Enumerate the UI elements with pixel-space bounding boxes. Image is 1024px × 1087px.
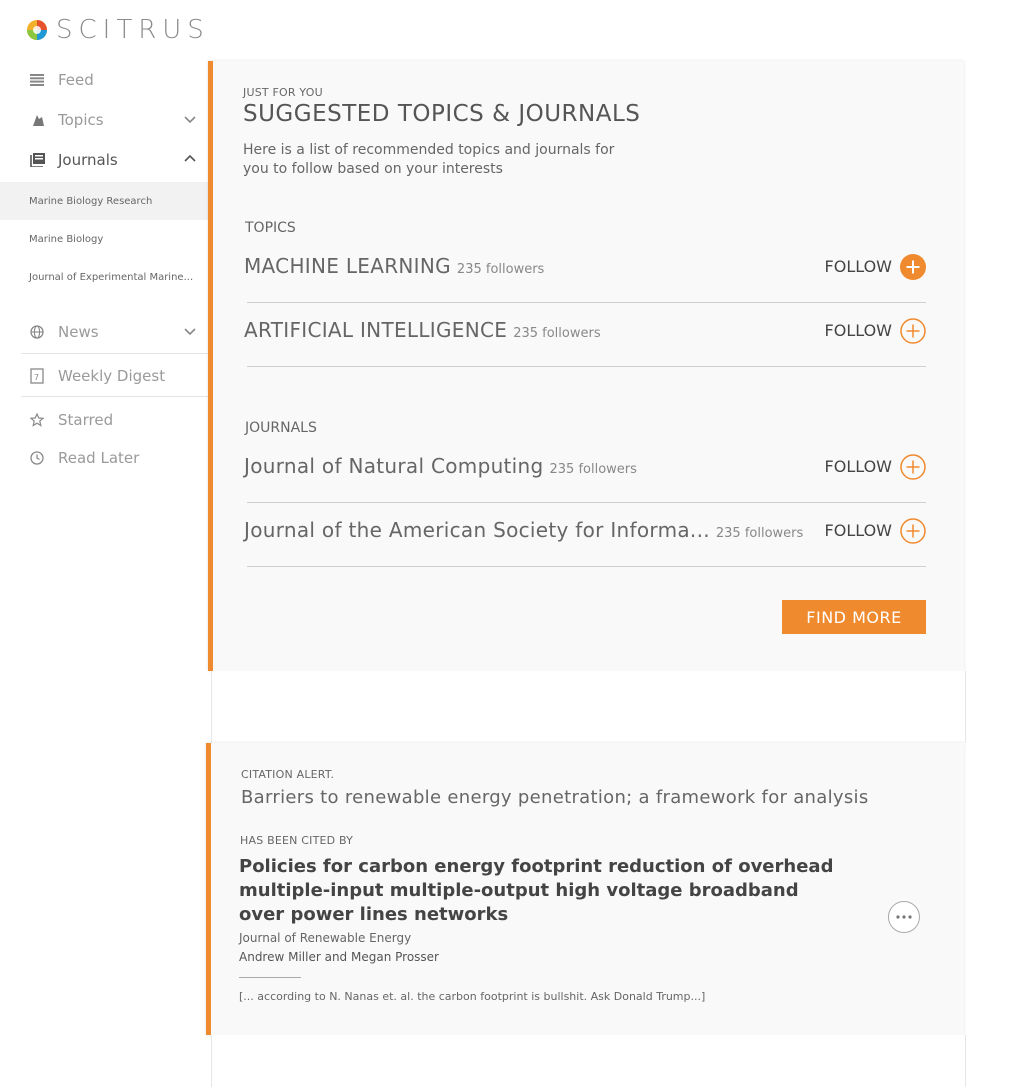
- scitrus-logo[interactable]: [26, 16, 210, 44]
- follower-count: 235 followers: [715, 526, 804, 541]
- sidebar-item-starred[interactable]: [0, 400, 208, 440]
- follow-button[interactable]: FOLLOW: [824, 257, 892, 276]
- sidebar-journal-item[interactable]: Marine Biology Research: [0, 182, 208, 220]
- follower-count: 235 followers: [549, 462, 637, 477]
- chevron-down-icon[interactable]: [184, 113, 196, 125]
- row-divider: [247, 566, 926, 567]
- eyebrow-label: JUST FOR YOU: [243, 86, 323, 99]
- suggestions-card: [208, 61, 964, 671]
- journal-name[interactable]: Journal of Natural Computing 235 followers: [244, 454, 637, 478]
- sidebar-item-label: Journals: [58, 151, 118, 169]
- sidebar-item-label: Topics: [58, 111, 104, 129]
- row-divider: [247, 502, 926, 503]
- digest-icon: [29, 368, 45, 384]
- sidebar-item-label: News: [58, 323, 99, 341]
- sidebar-item-read-later[interactable]: [0, 440, 208, 476]
- feed-icon: [29, 72, 45, 88]
- card-spacer: [211, 671, 966, 743]
- topic-row: [244, 254, 926, 318]
- sidebar-item-news[interactable]: [0, 312, 208, 352]
- sidebar-item-feed[interactable]: [0, 60, 208, 100]
- chevron-down-icon[interactable]: [184, 325, 196, 337]
- plus-circle-icon[interactable]: [900, 454, 926, 480]
- journals-icon: [29, 152, 45, 168]
- topic-name[interactable]: MACHINE LEARNING 235 followers: [244, 254, 545, 278]
- sidebar-item-weekly-digest[interactable]: [0, 356, 208, 396]
- citing-journal: Journal of Renewable Energy: [239, 931, 412, 945]
- next-card: [211, 1035, 966, 1087]
- sidebar-journal-item[interactable]: Marine Biology: [29, 233, 104, 245]
- plus-circle-icon[interactable]: [900, 518, 926, 544]
- sidebar-item-label: Weekly Digest: [58, 367, 166, 385]
- card-description: Here is a list of recommended topics and journals for you to follow based on your interests: [243, 142, 615, 177]
- follower-count: 235 followers: [513, 326, 601, 341]
- topic-row: [244, 318, 926, 382]
- journal-row: [244, 518, 926, 582]
- more-options-button[interactable]: [888, 901, 920, 933]
- sidebar-item-label: Feed: [58, 71, 94, 89]
- citation-eyebrow: CITATION ALERT.: [241, 768, 335, 781]
- plus-circle-icon[interactable]: [900, 254, 926, 280]
- topics-section-label: TOPICS: [245, 220, 296, 236]
- excerpt-divider: [239, 977, 301, 978]
- citing-paper-title[interactable]: Policies for carbon energy footprint reduction of overhead multiple-input multiple-output high voltage broadband over power lines networks: [239, 856, 834, 925]
- sidebar-divider: [21, 396, 217, 397]
- cited-paper-title[interactable]: Barriers to renewable energy penetration; a framework for analysis: [241, 787, 869, 808]
- sidebar-item-label: Starred: [58, 411, 114, 429]
- cited-by-label: HAS BEEN CITED BY: [240, 834, 354, 847]
- logo-icon: [26, 19, 48, 41]
- follower-count: 235 followers: [456, 262, 545, 277]
- topic-name[interactable]: ARTIFICIAL INTELLIGENCE 235 followers: [244, 318, 601, 342]
- ellipsis-icon: [896, 915, 912, 919]
- follow-button[interactable]: FOLLOW: [824, 321, 892, 340]
- chevron-up-icon[interactable]: [184, 153, 196, 165]
- sidebar-item-journals[interactable]: [0, 140, 208, 180]
- row-divider: [247, 366, 926, 367]
- sidebar-item-topics[interactable]: [0, 100, 208, 140]
- journals-section-label: JOURNALS: [245, 420, 317, 436]
- follow-button[interactable]: FOLLOW: [824, 521, 892, 540]
- sidebar-divider: [21, 353, 217, 354]
- sidebar: [0, 60, 208, 476]
- plus-circle-icon[interactable]: [900, 318, 926, 344]
- star-icon: [29, 412, 45, 428]
- card-title: SUGGESTED TOPICS & JOURNALS: [243, 101, 641, 127]
- sidebar-journal-item[interactable]: Journal of Experimental Marine...: [29, 271, 194, 283]
- citing-authors: Andrew Miller and Megan Prosser: [239, 950, 439, 964]
- clock-icon: [29, 450, 45, 466]
- brand-name: SCITRUS: [56, 15, 210, 45]
- journal-row: [244, 454, 926, 518]
- accent-bar: [206, 743, 211, 1035]
- accent-bar: [208, 61, 213, 671]
- citation-alert-card: [206, 743, 964, 1035]
- topics-icon: [29, 112, 45, 128]
- find-more-button[interactable]: FIND MORE: [782, 600, 926, 634]
- citation-excerpt: [... according to N. Nanas et. al. the carbon footprint is bullshit. Ask Donald Trump...]: [239, 990, 706, 1003]
- svg-text:7: 7: [34, 373, 40, 382]
- globe-icon: [29, 324, 45, 340]
- row-divider: [247, 302, 926, 303]
- follow-button[interactable]: FOLLOW: [824, 457, 892, 476]
- sidebar-item-label: Read Later: [58, 449, 140, 467]
- journal-name[interactable]: Journal of the American Society for Informa... 235 followers: [244, 518, 804, 542]
